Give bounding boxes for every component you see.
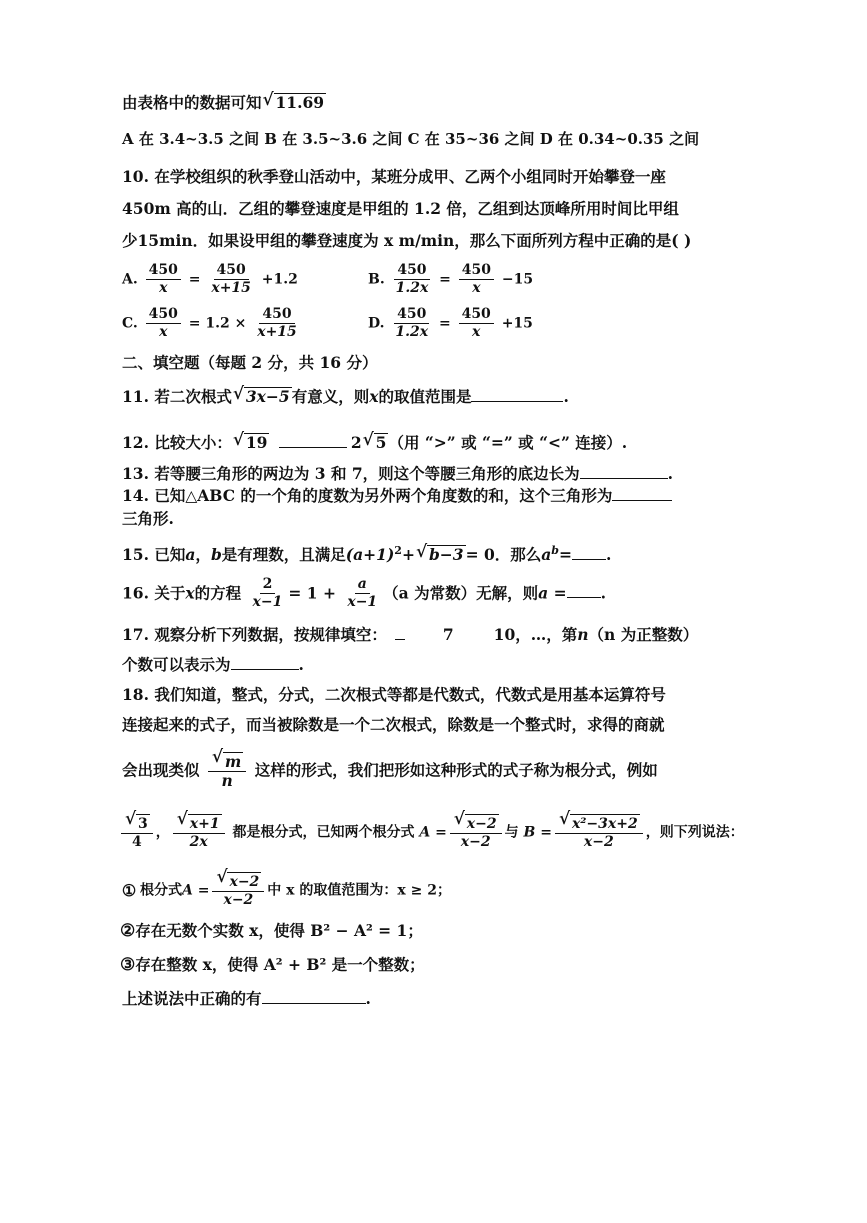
q9-intro-line [122, 92, 326, 114]
q10-line1: 10. 在学校组织的秋季登山活动中，某班分成甲、乙两个小组同时开始攀登一座 [122, 167, 666, 186]
fraction: $\frac{450}{1.2x}$ [395, 306, 429, 340]
q11: 11. 若二次根式√ 3x−5 有意义，则x的取值范围是 . [122, 386, 569, 408]
q16: 16. 关于x的方程 $\frac{2}{x-1}$ = 1 + $\frac{a}{x-1}$ （a 为常数）无解，则a = . [122, 576, 606, 610]
q17-line2: 个数可以表示为 . [122, 655, 304, 674]
fraction: $\frac{450}{x}$ [146, 306, 181, 341]
q15: 15. 已知a，b是有理数，且满足$(a+1)^2+√$ b−3 = 0．那么$a^b=$ . [122, 540, 611, 566]
q10-option-d[interactable]: D. $\frac{450}{1.2x}$ = $\frac{450}{x}$ +15 [368, 306, 533, 340]
section-heading: 二、填空题（每题 2 分，共 16 分） [122, 353, 378, 372]
answer-blank[interactable] [262, 989, 366, 1004]
fraction: $\frac{450}{x}$ [459, 306, 494, 341]
answer-blank[interactable] [231, 655, 299, 670]
fraction: √ $\frac{x+1}{2x}$ [173, 814, 225, 851]
q18-statement-3: ③存在整数 x，使得 A² + B² 是一个整数； [120, 955, 425, 975]
fraction: √ $\frac{\text{x²−3x+2}}{x-2}$ [555, 814, 643, 851]
fraction: $\frac{450}{x}$ [459, 262, 494, 297]
q11-sqrt: √ 3x−5 [233, 386, 292, 408]
q9-sqrt: √ 11.69 [263, 92, 327, 114]
answer-blank[interactable] [612, 486, 672, 501]
q15-sqrt: √ b−3 [416, 544, 466, 566]
q14-line2: 三角形. [122, 509, 174, 528]
q18-line4: √ $\frac{3}{4}$ ， √ $\frac{x+1}{2x}$ 都是根分式，已知两个根分式 A = √ $\frac{x-2}{x-2}$ 与 B = √ $\frac{\text{x²−3x+2}}{x-2}$ ，则下列说法： [118, 814, 744, 851]
blank-mark [395, 629, 405, 640]
q9-options: A 在 3.4~3.5 之间 B 在 3.5~3.6 之间 C 在 35~36 之间 D 在 0.34~0.35 之间 [122, 130, 700, 148]
fraction: √ $\frac{x-2}{x-2}$ [212, 872, 264, 909]
q18-line2: 连接起来的式子，而当被除数是一个二次根式，除数是一个整式时，求得的商就 [122, 715, 665, 734]
fraction: $\frac{450}{x}$ [146, 262, 181, 297]
fraction: $\frac{450}{1.2x}$ [395, 262, 429, 296]
q10-option-a[interactable]: A. $\frac{450}{x}$ = $\frac{450}{x+15}$ +1.2 [122, 262, 298, 296]
q18-line1: 18. 我们知道，整式，分式，二次根式等都是代数式，代数式是用基本运算符号 [122, 685, 666, 704]
q18-line3: 会出现类似 √ $\frac{m}{n}$ 这样的形式，我们把形如这种形式的式子称为根分式，例如 [122, 752, 658, 789]
q13: 13. 若等腰三角形的两边为 3 和 7，则这个等腰三角形的底边长为 . [122, 464, 674, 483]
answer-blank[interactable] [567, 583, 601, 598]
q9-intro: 由表格中的数据可知 [122, 93, 262, 112]
q18-conclusion: 上述说法中正确的有 . [122, 989, 371, 1008]
q12: 12. 比较大小：√ 19 2√ 5 （用 “>” 或 “=” 或 “<” 连接）. [122, 432, 627, 454]
answer-blank[interactable] [279, 433, 347, 448]
statement-marker: ① [121, 880, 137, 900]
answer-blank[interactable] [471, 387, 563, 402]
q10-option-b[interactable]: B. $\frac{450}{1.2x}$ = $\frac{450}{x}$ −15 [368, 262, 534, 296]
q12-sqrt-5: √ 5 [363, 432, 389, 454]
fraction: $\frac{a}{x-1}$ [347, 576, 378, 610]
q10-option-c[interactable]: C. $\frac{450}{x}$ = 1.2 × $\frac{450}{x+15}$ [122, 306, 303, 341]
q18-statement-2: ②存在无数个实数 x，使得 B² − A² = 1； [120, 921, 423, 941]
answer-blank[interactable] [572, 545, 606, 560]
q10-line3: 少15min．如果设甲组的攀登速度为 x m/min，那么下面所列方程中正确的是( ) [122, 231, 692, 250]
fraction: √ $\frac{m}{n}$ [208, 752, 246, 789]
fraction: $\frac{450}{x+15}$ [211, 262, 251, 296]
fraction: √ $\frac{x-2}{x-2}$ [450, 814, 502, 851]
q14-line1: 14. 已知△ABC 的一个角的度数为另外两个角度数的和，这个三角形为 [122, 485, 672, 507]
q12-sqrt-19: √ 19 [233, 432, 270, 454]
fraction: √ $\frac{3}{4}$ [121, 814, 153, 851]
fraction: $\frac{2}{x-1}$ [252, 576, 283, 610]
fraction: $\frac{450}{x+15}$ [257, 306, 297, 340]
q18-statement-1: ① 根分式A = √ $\frac{x-2}{x-2}$ 中 x 的取值范围为：x ≥ 2； [120, 872, 451, 909]
q10-line2: 450m 高的山．乙组的攀登速度是甲组的 1.2 倍，乙组到达顶峰所用时间比甲组 [122, 199, 679, 218]
answer-blank[interactable] [580, 464, 668, 479]
q17-line1: 17. 观察分析下列数据，按规律填空： 7 10，…，第n（n 为正整数） [122, 625, 699, 644]
